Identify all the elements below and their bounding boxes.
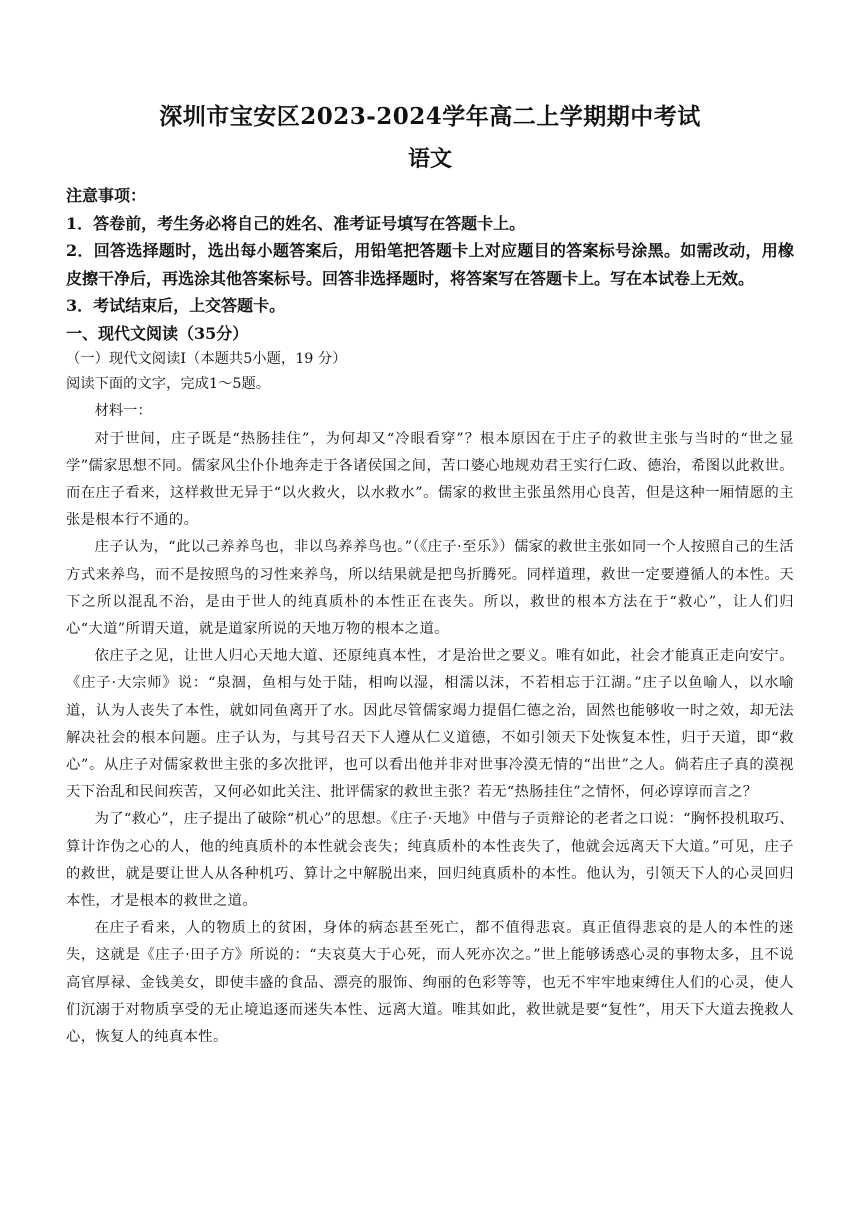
material-label: 材料一： [94,402,152,419]
exam-subject: 语文 [407,146,452,172]
section-heading: 一、现代文阅读（35分） [66,323,249,343]
reading-instruction: 阅读下面的文字，完成1～5题。 [66,375,271,392]
exam-page [66,100,794,1051]
exam-title: 深圳市宝安区2023-2024学年高二上学期期中考试 [159,103,701,130]
body-paragraph-1: 对于世间，庄子既是“热肠挂住”，为何却又“冷眼看穿”？根本原因在于庄子的救世主张与当时的“世之显学”儒家思想不同。儒家风尘仆仆地奔走于各诸侯国之间，苦口婆心地规劝君王实行仁政、德治，希图以此救世。而在庄子看来，这样救世无异于“以火救火，以水救水”。儒家的救世主张虽然用心良苦，但是这种一厢情愿的主张是根本行不通的。 [66,430,794,529]
body-paragraph-2: 庄子认为，“此以己养养鸟也，非以鸟养养鸟也。”（《庄子·至乐》）儒家的救世主张如同一个人按照自己的生活方式来养鸟，而不是按照鸟的习性来养鸟，所以结果就是把鸟折腾死。同样道理，救世一定要遵循人的本性。天下之所以混乱不治，是由于世人的纯真质朴的本性正在丧失。所以，救世的根本方法在于“救心”，让人们归心“大道”所谓天道，就是道家所说的天地万物的根本之道。 [66,539,794,637]
body-paragraph-3: 依庄子之见，让世人归心天地大道、还原纯真本性，才是治世之要义。唯有如此，社会才能真正走向安宁。《庄子·大宗师》说：“泉涸，鱼相与处于陆，相呴以湿，相濡以沫，不若相忘于江湖。”庄子以鱼喻人，以水喻道，认为人丧失了本性，就如同鱼离开了水。因此尽管儒家竭力提倡仁德之治，固然也能够收一时之效，却无法解决社会的根本问题。庄子认为，与其号召天下人遵从仁义道德，不如引领天下处恢复本性，归于天道，即“救心”。从庄子对儒家救世主张的多次批评，也可以看出他并非对世事冷漠无情的“出世”之人。倘若庄子真的漠视天下治乱和民间疾苦，又何必如此关注、批评儒家的救世主张？若无“热肠挂住”之情怀，何必谆谆而言之？ [66,648,794,801]
body-paragraph-4: 为了“救心”，庄子提出了破除“机心”的思想。《庄子·天地》中借与子贡辩论的老者之口说：“胸怀投机取巧、算计诈伪之心的人，他的纯真质朴的本性就会丧失；纯真质朴的本性丧失了，他就会远离天下大道。”可见，庄子的救世，就是要让世人从各种机巧、算计之中解脱出来，回归纯真质朴的本性。他认为，引领天下人的心灵回归本性，才是根本的救世之道。 [66,811,794,909]
notice-item-2: 2．回答选择题时，选出每小题答案后，用铅笔把答题卡上对应题目的答案标号涂黑。如需改动，用橡皮擦干净后，再选涂其他答案标号。回答非选择题时，将答案写在答题卡上。写在本试卷上无效。 [66,241,794,288]
notice-heading: 注意事项： [66,186,147,205]
notice-item-1: 1．答卷前，考生务必将自己的姓名、准考证号填写在答题卡上。 [66,213,526,233]
notice-item-3: 3．考试结束后，上交答题卡。 [66,296,286,315]
body-paragraph-5: 在庄子看来，人的物质上的贫困，身体的病态甚至死亡，都不值得悲哀。真正值得悲哀的是人的本性的迷失，这就是《庄子·田子方》所说的：“夫哀莫大于心死，而人死亦次之。”世上能够诱惑心灵的事物太多，且不说高官厚禄、金钱美女，即使丰盛的食品、漂亮的服饰、绚丽的色彩等等，也无不牢牢地束缚住人们的心灵，使人们沉溺于对物质享受的无止境追逐而迷失本性、远离大道。唯其如此，救世就是要“复性”，用天下大道去挽救人心，恢复人的纯真本性。 [66,920,794,1045]
sub-section-heading: （一）现代文阅读Ⅰ（本题共5小题，19 分） [66,350,347,367]
